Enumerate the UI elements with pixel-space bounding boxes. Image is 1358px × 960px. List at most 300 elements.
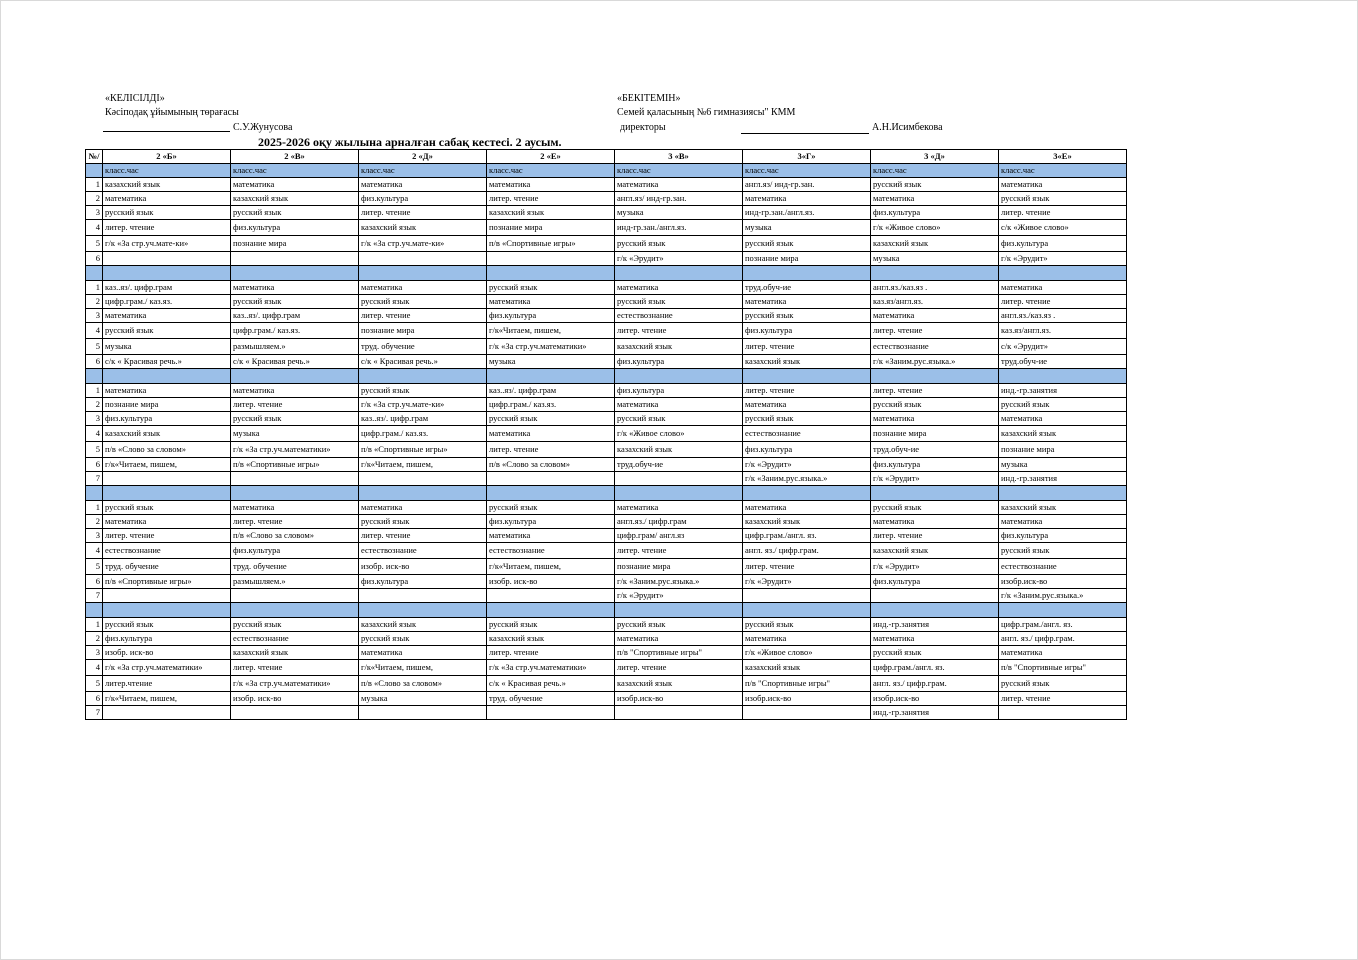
separator-cell bbox=[999, 369, 1127, 384]
schedule-table bbox=[85, 149, 1127, 720]
class-hour-cell: класс.час bbox=[999, 164, 1127, 178]
class-header-row bbox=[86, 150, 1127, 164]
lesson-row bbox=[86, 692, 1127, 706]
lesson-cell bbox=[231, 252, 359, 266]
lesson-cell: литер. чтение bbox=[615, 543, 743, 559]
lesson-cell: с/к « Красивая речь.» bbox=[487, 676, 615, 692]
lesson-number: 6 bbox=[86, 355, 103, 369]
lesson-row bbox=[86, 646, 1127, 660]
lesson-cell: русский язык bbox=[999, 543, 1127, 559]
lesson-cell: г/к «За стр.уч.математики» bbox=[231, 676, 359, 692]
separator-cell bbox=[86, 603, 103, 618]
lesson-cell: математика bbox=[487, 529, 615, 543]
lesson-cell: каз..яз/. цифр.грам bbox=[103, 281, 231, 295]
lesson-row bbox=[86, 426, 1127, 442]
lesson-cell: познание мира bbox=[999, 442, 1127, 458]
lesson-cell: казахский язык bbox=[999, 426, 1127, 442]
separator-cell bbox=[871, 603, 999, 618]
lesson-cell: математика bbox=[999, 515, 1127, 529]
lesson-number: 4 bbox=[86, 323, 103, 339]
lesson-number: 6 bbox=[86, 458, 103, 472]
lesson-cell: размышляем.» bbox=[231, 575, 359, 589]
lesson-number: 7 bbox=[86, 589, 103, 603]
lesson-cell: физ.культура bbox=[871, 575, 999, 589]
lesson-cell: с/к «Живое слово» bbox=[999, 220, 1127, 236]
lesson-cell: математика bbox=[103, 309, 231, 323]
separator-cell bbox=[743, 369, 871, 384]
lesson-cell: литер. чтение bbox=[359, 206, 487, 220]
lesson-cell: изобр. иск-во bbox=[359, 559, 487, 575]
lesson-cell: физ.культура bbox=[487, 309, 615, 323]
schedule-title: 2025-2026 оқу жылына арналған сабақ кестесі. 2 аусым. bbox=[258, 135, 562, 149]
lesson-cell: русский язык bbox=[231, 412, 359, 426]
lesson-cell: литер. чтение bbox=[231, 660, 359, 676]
lesson-cell: г/к «Эрудит» bbox=[615, 252, 743, 266]
lesson-cell: п/в «Спортивные игры» bbox=[103, 575, 231, 589]
class-header: 3 «В» bbox=[615, 150, 743, 164]
lesson-cell: литер. чтение bbox=[871, 529, 999, 543]
lesson-cell: г/к «За стр.уч.мате-ки» bbox=[359, 236, 487, 252]
lesson-cell: физ.культура bbox=[871, 458, 999, 472]
lesson-cell: математика bbox=[103, 515, 231, 529]
lesson-cell: с/к « Красивая речь.» bbox=[359, 355, 487, 369]
lesson-cell: цифр.грам./ каз.яз. bbox=[231, 323, 359, 339]
lesson-cell: г/к «За стр.уч.математики» bbox=[103, 660, 231, 676]
lesson-cell: цифр.грам./англ. яз. bbox=[999, 618, 1127, 632]
lesson-cell: казахский язык bbox=[359, 220, 487, 236]
class-header: 3«Г» bbox=[743, 150, 871, 164]
class-hour-cell: класс.час bbox=[103, 164, 231, 178]
separator-cell bbox=[359, 369, 487, 384]
lesson-number: 1 bbox=[86, 618, 103, 632]
lesson-number: 1 bbox=[86, 178, 103, 192]
lesson-cell: г/к «Живое слово» bbox=[615, 426, 743, 442]
lesson-cell: труд.обуч-ие bbox=[615, 458, 743, 472]
separator-cell bbox=[871, 266, 999, 281]
lesson-row bbox=[86, 252, 1127, 266]
lesson-row bbox=[86, 632, 1127, 646]
lesson-cell: литер. чтение bbox=[487, 192, 615, 206]
lesson-cell: п/в "Спортивные игры" bbox=[743, 676, 871, 692]
lesson-cell bbox=[615, 472, 743, 486]
separator-cell bbox=[487, 603, 615, 618]
lesson-cell: физ.культура bbox=[743, 442, 871, 458]
lesson-cell: инд.-гр.занятия bbox=[871, 706, 999, 720]
lesson-row bbox=[86, 178, 1127, 192]
class-header: 2 «Б» bbox=[103, 150, 231, 164]
lesson-cell: математика bbox=[871, 192, 999, 206]
separator-cell bbox=[86, 486, 103, 501]
class-hour-cell: класс.час bbox=[359, 164, 487, 178]
separator-cell bbox=[743, 603, 871, 618]
lesson-cell: русский язык bbox=[999, 192, 1127, 206]
lesson-cell: п/в «Слово за словом» bbox=[103, 442, 231, 458]
lesson-row bbox=[86, 559, 1127, 575]
separator-cell bbox=[615, 369, 743, 384]
separator-cell bbox=[487, 266, 615, 281]
lesson-cell: п/в «Спортивные игры» bbox=[231, 458, 359, 472]
lesson-cell bbox=[743, 589, 871, 603]
lesson-cell: литер. чтение bbox=[487, 442, 615, 458]
lesson-cell bbox=[359, 252, 487, 266]
separator-cell bbox=[359, 603, 487, 618]
lesson-cell: русский язык bbox=[359, 384, 487, 398]
class-hour-cell: класс.час bbox=[487, 164, 615, 178]
lesson-cell: русский язык bbox=[615, 618, 743, 632]
separator-cell bbox=[231, 486, 359, 501]
separator-cell bbox=[999, 486, 1127, 501]
lesson-cell: естествознание bbox=[615, 309, 743, 323]
lesson-cell bbox=[103, 252, 231, 266]
lesson-cell: литер. чтение bbox=[743, 384, 871, 398]
lesson-cell: п/в «Спортивные игры» bbox=[359, 442, 487, 458]
day-separator bbox=[86, 603, 1127, 618]
approval-right-name: А.Н.Исимбекова bbox=[872, 122, 943, 133]
separator-cell bbox=[103, 486, 231, 501]
lesson-cell bbox=[487, 252, 615, 266]
lesson-cell: г/к «Заним.рус.языка.» bbox=[871, 355, 999, 369]
lesson-cell: литер. чтение bbox=[615, 660, 743, 676]
lesson-cell: музыка bbox=[487, 355, 615, 369]
lesson-cell: русский язык bbox=[743, 309, 871, 323]
lesson-cell: математика bbox=[871, 309, 999, 323]
lesson-cell: литер. чтение bbox=[103, 529, 231, 543]
separator-cell bbox=[743, 486, 871, 501]
lesson-cell bbox=[103, 589, 231, 603]
lesson-cell: музыка bbox=[359, 692, 487, 706]
lesson-cell: физ.культура bbox=[359, 575, 487, 589]
lesson-cell: физ.культура bbox=[871, 206, 999, 220]
lesson-cell: п/в "Спортивные игры" bbox=[615, 646, 743, 660]
lesson-cell bbox=[743, 706, 871, 720]
lesson-cell: инд.-гр.занятия bbox=[871, 618, 999, 632]
lesson-cell: математика bbox=[231, 178, 359, 192]
lesson-cell: англ. яз./ цифр.грам. bbox=[999, 632, 1127, 646]
separator-cell bbox=[615, 603, 743, 618]
lesson-cell: музыка bbox=[871, 252, 999, 266]
lesson-cell: изобр.иск-во bbox=[615, 692, 743, 706]
lesson-cell bbox=[359, 472, 487, 486]
lesson-number: 2 bbox=[86, 515, 103, 529]
lesson-cell: литер. чтение bbox=[743, 559, 871, 575]
lesson-cell: естествознание bbox=[103, 543, 231, 559]
lesson-cell: познание мира bbox=[359, 323, 487, 339]
lesson-cell: математика bbox=[999, 412, 1127, 426]
lesson-cell: естествознание bbox=[487, 543, 615, 559]
lesson-cell: англ.яз/ инд-гр.зан. bbox=[615, 192, 743, 206]
day-separator bbox=[86, 369, 1127, 384]
lesson-cell: англ.яз./каз.яз . bbox=[999, 309, 1127, 323]
lesson-cell: познание мира bbox=[231, 236, 359, 252]
lesson-row bbox=[86, 618, 1127, 632]
lesson-cell: русский язык bbox=[359, 632, 487, 646]
lesson-cell: цифр.грам/ англ.яз bbox=[615, 529, 743, 543]
lesson-cell: казахский язык bbox=[103, 178, 231, 192]
separator-cell bbox=[86, 369, 103, 384]
class-hour-cell: класс.час bbox=[871, 164, 999, 178]
blank-cell bbox=[86, 164, 103, 178]
lesson-number: 2 bbox=[86, 295, 103, 309]
lesson-number: 5 bbox=[86, 676, 103, 692]
lesson-cell: русский язык bbox=[871, 501, 999, 515]
lesson-cell: г/к «Эрудит» bbox=[743, 458, 871, 472]
lesson-cell: казахский язык bbox=[615, 442, 743, 458]
lesson-cell: литер. чтение bbox=[231, 398, 359, 412]
lesson-row bbox=[86, 323, 1127, 339]
lesson-cell: труд. обучение bbox=[487, 692, 615, 706]
lesson-cell: физ.культура bbox=[999, 236, 1127, 252]
lesson-cell bbox=[103, 472, 231, 486]
lesson-cell: математика bbox=[871, 515, 999, 529]
class-header: 2 «Е» bbox=[487, 150, 615, 164]
lesson-cell: математика bbox=[487, 178, 615, 192]
lesson-cell: г/к «Эрудит» bbox=[871, 472, 999, 486]
lesson-cell: музыка bbox=[615, 206, 743, 220]
lesson-row bbox=[86, 676, 1127, 692]
separator-cell bbox=[86, 266, 103, 281]
lesson-row bbox=[86, 501, 1127, 515]
lesson-number: 3 bbox=[86, 529, 103, 543]
lesson-cell: казахский язык bbox=[103, 426, 231, 442]
lesson-number: 5 bbox=[86, 339, 103, 355]
lesson-cell: музыка bbox=[103, 339, 231, 355]
lesson-cell: естествознание bbox=[999, 559, 1127, 575]
lesson-cell: русский язык bbox=[871, 178, 999, 192]
lesson-row bbox=[86, 281, 1127, 295]
separator-cell bbox=[999, 603, 1127, 618]
lesson-cell: изобр.иск-во bbox=[871, 692, 999, 706]
lesson-cell: каз.яз/англ.яз. bbox=[871, 295, 999, 309]
lesson-cell: русский язык bbox=[487, 281, 615, 295]
lesson-cell: цифр.грам./ каз.яз. bbox=[103, 295, 231, 309]
lesson-cell: математика bbox=[359, 501, 487, 515]
lesson-cell: русский язык bbox=[103, 323, 231, 339]
lesson-cell: казахский язык bbox=[231, 192, 359, 206]
lesson-cell: литер. чтение bbox=[999, 692, 1127, 706]
lesson-cell: математика bbox=[999, 281, 1127, 295]
lesson-cell: русский язык bbox=[231, 618, 359, 632]
lesson-number: 7 bbox=[86, 472, 103, 486]
class-header: 2 «Д» bbox=[359, 150, 487, 164]
lesson-cell: г/к «Заним.рус.языка.» bbox=[999, 589, 1127, 603]
lesson-cell: математика bbox=[615, 632, 743, 646]
lesson-cell: русский язык bbox=[743, 236, 871, 252]
lesson-cell: физ.культура bbox=[103, 412, 231, 426]
lesson-cell: математика bbox=[615, 178, 743, 192]
lesson-cell: русский язык bbox=[743, 412, 871, 426]
lesson-cell: русский язык bbox=[487, 412, 615, 426]
separator-cell bbox=[231, 266, 359, 281]
lesson-cell: естествознание bbox=[743, 426, 871, 442]
lesson-cell: физ.культура bbox=[487, 515, 615, 529]
lesson-cell: г/к «Заним.рус.языка.» bbox=[615, 575, 743, 589]
lesson-cell: труд.обуч-ие bbox=[999, 355, 1127, 369]
lesson-cell: изобр.иск-во bbox=[743, 692, 871, 706]
lesson-cell: казахский язык bbox=[999, 501, 1127, 515]
lesson-cell: русский язык bbox=[871, 398, 999, 412]
lesson-cell: математика bbox=[743, 632, 871, 646]
lesson-cell: естествознание bbox=[359, 543, 487, 559]
lesson-cell: литер. чтение bbox=[999, 295, 1127, 309]
lesson-cell: англ. яз./ цифр.грам. bbox=[871, 676, 999, 692]
class-hour-cell: класс.час bbox=[743, 164, 871, 178]
lesson-cell: математика bbox=[743, 295, 871, 309]
separator-cell bbox=[615, 486, 743, 501]
lesson-cell: казахский язык bbox=[743, 515, 871, 529]
approval-left-position: Кәсіподақ ұйымының төрағасы bbox=[105, 107, 239, 118]
day-separator bbox=[86, 266, 1127, 281]
lesson-number: 5 bbox=[86, 559, 103, 575]
lesson-number: 3 bbox=[86, 646, 103, 660]
lesson-cell: математика bbox=[999, 178, 1127, 192]
lesson-cell: математика bbox=[871, 632, 999, 646]
lesson-cell: г/к«Читаем, пишем, bbox=[103, 458, 231, 472]
lesson-row bbox=[86, 192, 1127, 206]
lesson-cell: русский язык bbox=[231, 295, 359, 309]
lesson-cell: изобр. иск-во bbox=[103, 646, 231, 660]
lesson-cell: математика bbox=[615, 501, 743, 515]
lesson-cell: труд. обучение bbox=[103, 559, 231, 575]
lesson-row bbox=[86, 339, 1127, 355]
lesson-cell: русский язык bbox=[615, 295, 743, 309]
approval-right-heading: «БЕКІТЕМІН» bbox=[617, 93, 681, 104]
class-hour-cell: класс.час bbox=[231, 164, 359, 178]
lesson-cell: физ.культура bbox=[359, 192, 487, 206]
lesson-row bbox=[86, 543, 1127, 559]
number-header: №/ bbox=[86, 150, 103, 164]
lesson-cell: литер. чтение bbox=[999, 206, 1127, 220]
lesson-cell: г/к «Заним.рус.языка.» bbox=[743, 472, 871, 486]
lesson-cell: г/к«Читаем, пишем, bbox=[359, 660, 487, 676]
lesson-number: 3 bbox=[86, 412, 103, 426]
lesson-cell: познание мира bbox=[615, 559, 743, 575]
lesson-cell: математика bbox=[615, 398, 743, 412]
class-header: 2 «В» bbox=[231, 150, 359, 164]
lesson-row bbox=[86, 589, 1127, 603]
lesson-cell bbox=[487, 589, 615, 603]
lesson-cell: инд-гр.зан./англ.яз. bbox=[743, 206, 871, 220]
lesson-cell: русский язык bbox=[103, 501, 231, 515]
lesson-cell: русский язык bbox=[871, 646, 999, 660]
class-header: 3 «Д» bbox=[871, 150, 999, 164]
lesson-cell bbox=[231, 706, 359, 720]
lesson-cell: музыка bbox=[999, 458, 1127, 472]
lesson-cell: цифр.грам./ каз.яз. bbox=[487, 398, 615, 412]
lesson-cell: русский язык bbox=[487, 501, 615, 515]
lesson-row bbox=[86, 206, 1127, 220]
lesson-number: 4 bbox=[86, 426, 103, 442]
lesson-cell bbox=[871, 589, 999, 603]
lesson-cell: изобр. иск-во bbox=[487, 575, 615, 589]
separator-cell bbox=[359, 266, 487, 281]
lesson-cell bbox=[231, 472, 359, 486]
lesson-row bbox=[86, 220, 1127, 236]
lesson-cell: математика bbox=[231, 501, 359, 515]
lesson-number: 5 bbox=[86, 442, 103, 458]
lesson-cell: г/к «Эрудит» bbox=[871, 559, 999, 575]
separator-cell bbox=[103, 266, 231, 281]
lesson-cell: математика bbox=[359, 281, 487, 295]
separator-cell bbox=[743, 266, 871, 281]
lesson-number: 2 bbox=[86, 632, 103, 646]
lesson-cell: физ.культура bbox=[231, 220, 359, 236]
lesson-cell: математика bbox=[231, 384, 359, 398]
lesson-cell: математика bbox=[743, 192, 871, 206]
lesson-cell: математика bbox=[999, 646, 1127, 660]
lesson-cell: русский язык bbox=[615, 412, 743, 426]
lesson-row bbox=[86, 458, 1127, 472]
lesson-cell: п/в «Слово за словом» bbox=[487, 458, 615, 472]
lesson-cell: познание мира bbox=[487, 220, 615, 236]
lesson-row bbox=[86, 412, 1127, 426]
lesson-cell: г/к «Живое слово» bbox=[743, 646, 871, 660]
lesson-cell: литер.чтение bbox=[103, 676, 231, 692]
lesson-cell: труд. обучение bbox=[359, 339, 487, 355]
lesson-cell: физ.культура bbox=[231, 543, 359, 559]
lesson-cell: математика bbox=[871, 412, 999, 426]
lesson-cell: п/в «Спортивные игры» bbox=[487, 236, 615, 252]
lesson-cell bbox=[999, 706, 1127, 720]
lesson-cell: русский язык bbox=[359, 295, 487, 309]
lesson-cell: г/к «Живое слово» bbox=[871, 220, 999, 236]
lesson-cell: казахский язык bbox=[871, 236, 999, 252]
lesson-cell: г/к«Читаем, пишем, bbox=[103, 692, 231, 706]
lesson-cell: казахский язык bbox=[615, 676, 743, 692]
separator-cell bbox=[487, 369, 615, 384]
lesson-cell: музыка bbox=[231, 426, 359, 442]
separator-cell bbox=[871, 369, 999, 384]
lesson-cell: познание мира bbox=[871, 426, 999, 442]
lesson-number: 4 bbox=[86, 543, 103, 559]
lesson-cell: физ.культура bbox=[615, 384, 743, 398]
lesson-cell: математика bbox=[487, 426, 615, 442]
lesson-cell: г/к«Читаем, пишем, bbox=[359, 458, 487, 472]
lesson-number: 2 bbox=[86, 398, 103, 412]
lesson-cell bbox=[487, 472, 615, 486]
lesson-cell: математика bbox=[743, 501, 871, 515]
lesson-cell: с/к «Эрудит» bbox=[999, 339, 1127, 355]
lesson-row bbox=[86, 236, 1127, 252]
lesson-row bbox=[86, 309, 1127, 323]
lesson-cell: п/в «Слово за словом» bbox=[359, 676, 487, 692]
approval-right-position: директоры bbox=[620, 122, 666, 133]
approval-left-name: С.У.Жунусова bbox=[233, 122, 293, 133]
lesson-cell bbox=[231, 589, 359, 603]
lesson-cell: г/к «За стр.уч.математики» bbox=[487, 660, 615, 676]
lesson-cell: математика bbox=[359, 646, 487, 660]
lesson-cell: физ.культура bbox=[103, 632, 231, 646]
left-signature-line bbox=[103, 131, 230, 132]
lesson-cell bbox=[359, 589, 487, 603]
lesson-cell: литер. чтение bbox=[231, 515, 359, 529]
lesson-cell: музыка bbox=[743, 220, 871, 236]
lesson-cell bbox=[487, 706, 615, 720]
lesson-cell: с/к « Красивая речь.» bbox=[103, 355, 231, 369]
lesson-cell: казахский язык bbox=[615, 339, 743, 355]
lesson-cell: математика bbox=[615, 281, 743, 295]
lesson-cell: литер. чтение bbox=[359, 309, 487, 323]
lesson-row bbox=[86, 398, 1127, 412]
lesson-cell: г/к «За стр.уч.математики» bbox=[231, 442, 359, 458]
day-separator bbox=[86, 486, 1127, 501]
lesson-cell: г/к«Читаем, пишем, bbox=[487, 323, 615, 339]
lesson-cell: физ.культура bbox=[743, 323, 871, 339]
lesson-cell: изобр.иск-во bbox=[999, 575, 1127, 589]
class-header: 3«Е» bbox=[999, 150, 1127, 164]
lesson-number: 4 bbox=[86, 220, 103, 236]
lesson-cell: г/к «Эрудит» bbox=[615, 589, 743, 603]
lesson-cell: цифр.грам./ каз.яз. bbox=[359, 426, 487, 442]
